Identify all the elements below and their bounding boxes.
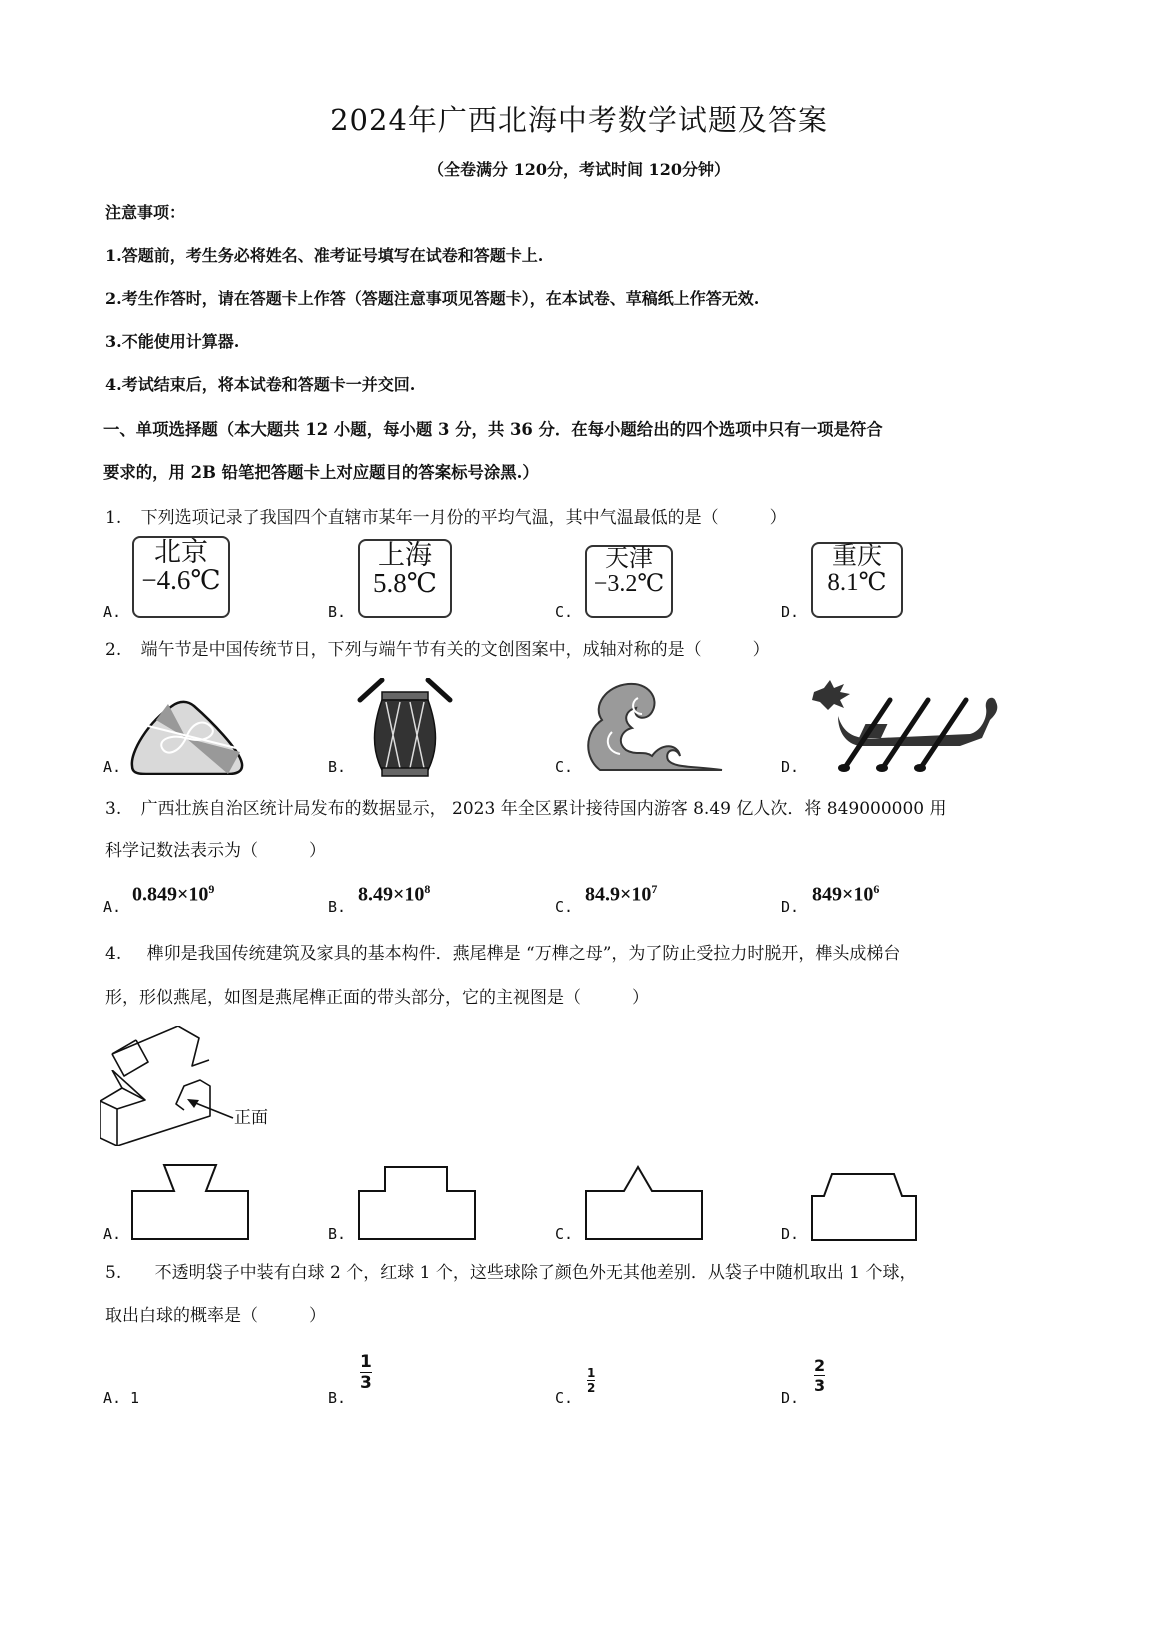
fraction-two-thirds: 2 3 bbox=[814, 1356, 826, 1395]
notes-heading: 注意事项： bbox=[105, 203, 186, 222]
question-text: 广西壮族自治区统计局发布的数据显示， 2023 年全区累计接待国内游客 8.49 亿人次．将 849000000 用 bbox=[140, 799, 947, 819]
option-value: $849\times 10^6$ bbox=[812, 882, 880, 906]
zongzi-icon bbox=[128, 700, 246, 775]
option-value: 1 bbox=[130, 1389, 140, 1407]
temperature-card-beijing bbox=[132, 536, 230, 618]
fraction-one-half: 1 2 bbox=[587, 1366, 596, 1395]
note-item: 4.考试结束后，将本试卷和答题卡一并交回. bbox=[105, 375, 416, 394]
option-label: A. bbox=[103, 898, 122, 916]
option-label: D. bbox=[781, 758, 800, 776]
option-label: C. bbox=[555, 758, 574, 776]
question-text-cont: 取出白球的概率是（ ） bbox=[105, 1306, 326, 1326]
exam-info: （全卷满分 120分，考试时间 120分钟） bbox=[428, 160, 730, 179]
option-label: A. bbox=[103, 758, 122, 776]
option-label: B. bbox=[328, 1389, 347, 1407]
temperature-value: 8.1℃ bbox=[827, 569, 887, 597]
shape-trapezoid-top bbox=[808, 1172, 932, 1242]
option-label: C. bbox=[555, 1225, 574, 1243]
note-item: 1.答题前，考生务必将姓名、准考证号填写在试卷和答题卡上. bbox=[105, 246, 544, 265]
fraction-one-third: 1 3 bbox=[360, 1352, 372, 1393]
option-label: C. bbox=[555, 898, 574, 916]
temperature-card-shanghai bbox=[358, 539, 452, 618]
question-text-cont: 形，形似燕尾，如图是燕尾榫正面的带头部分，它的主视图是（ ） bbox=[105, 988, 649, 1008]
option-value: $84.9\times 10^7$ bbox=[585, 882, 658, 906]
question-text-cont: 科学记数法表示为（ ） bbox=[105, 841, 326, 861]
temperature-value: 5.8℃ bbox=[373, 568, 437, 599]
option-label: A. bbox=[103, 1389, 122, 1407]
question-number: 2. bbox=[105, 640, 122, 660]
question-3 bbox=[105, 794, 947, 819]
dovetail-top bbox=[104, 1026, 224, 1086]
temperature-value: −4.6℃ bbox=[141, 565, 221, 596]
option-label: D. bbox=[781, 603, 800, 621]
dragon-boat-icon bbox=[810, 680, 1000, 775]
shape-rectangle-top bbox=[355, 1165, 479, 1241]
option-value: $0.849\times 10^9$ bbox=[132, 882, 215, 906]
question-number: 3. bbox=[105, 799, 122, 819]
shape-inverted-trapezoid bbox=[128, 1163, 252, 1241]
wave-cloud-icon bbox=[582, 680, 727, 772]
question-text: 端午节是中国传统节日，下列与端午节有关的文创图案中，成轴对称的是（ ） bbox=[140, 640, 770, 660]
section-heading-cont: 要求的，用 2B 铅笔把答题卡上对应题目的答案标号涂黑.） bbox=[103, 463, 539, 482]
note-item: 2.考生作答时，请在答题卡上作答（答题注意事项见答题卡），在本试卷、草稿纸上作答无效. bbox=[105, 289, 760, 308]
option-label: C. bbox=[555, 603, 574, 621]
question-number: 1. bbox=[105, 508, 122, 528]
question-text: 下列选项记录了我国四个直辖市某年一月份的平均气温，其中气温最低的是（ ） bbox=[140, 508, 787, 528]
option-value: $8.49\times 10^8$ bbox=[358, 882, 431, 906]
temperature-card-tianjin bbox=[585, 545, 673, 618]
page-title: 2024年广西北海中考数学试题及答案 bbox=[330, 103, 828, 137]
option-label: A. bbox=[103, 603, 122, 621]
option-label: B. bbox=[328, 898, 347, 916]
option-label: D. bbox=[781, 898, 800, 916]
city-name: 重庆 bbox=[831, 543, 882, 570]
figure-label: 正面 bbox=[234, 1108, 268, 1128]
section-heading: 一、单项选择题（本大题共 12 小题，每小题 3 分，共 36 分．在每小题给出的四个选项中只有一项是符合 bbox=[103, 420, 883, 439]
note-item: 3.不能使用计算器. bbox=[105, 332, 240, 351]
question-4 bbox=[105, 939, 900, 964]
question-text: 榫卯是我国传统建筑及家具的基本构件．燕尾榫是 “万榫之母”，为了防止受拉力时脱开，榫头成梯台 bbox=[146, 944, 901, 964]
option-label: C. bbox=[555, 1389, 574, 1407]
question-1 bbox=[105, 503, 787, 528]
city-name: 上海 bbox=[378, 540, 432, 570]
option-label: D. bbox=[781, 1389, 800, 1407]
question-number: 5. bbox=[105, 1263, 122, 1283]
city-name: 北京 bbox=[154, 537, 208, 567]
question-number: 4. bbox=[105, 944, 122, 964]
question-text: 不透明袋子中装有白球 2 个，红球 1 个，这些球除了颜色外无其他差别．从袋子中随机取出 1 个球， bbox=[154, 1263, 917, 1283]
option-label: A. bbox=[103, 1225, 122, 1243]
question-5 bbox=[105, 1258, 917, 1283]
drum-icon bbox=[356, 678, 454, 778]
shape-triangle-top bbox=[582, 1165, 706, 1241]
option-label: B. bbox=[328, 1225, 347, 1243]
arrow-icon bbox=[185, 1098, 235, 1122]
question-2 bbox=[105, 635, 770, 660]
option-label: D. bbox=[781, 1225, 800, 1243]
temperature-card-chongqing bbox=[811, 542, 903, 618]
city-name: 天津 bbox=[605, 546, 653, 572]
option-label: B. bbox=[328, 758, 347, 776]
option-label: B. bbox=[328, 603, 347, 621]
temperature-value: −3.2℃ bbox=[593, 571, 665, 598]
